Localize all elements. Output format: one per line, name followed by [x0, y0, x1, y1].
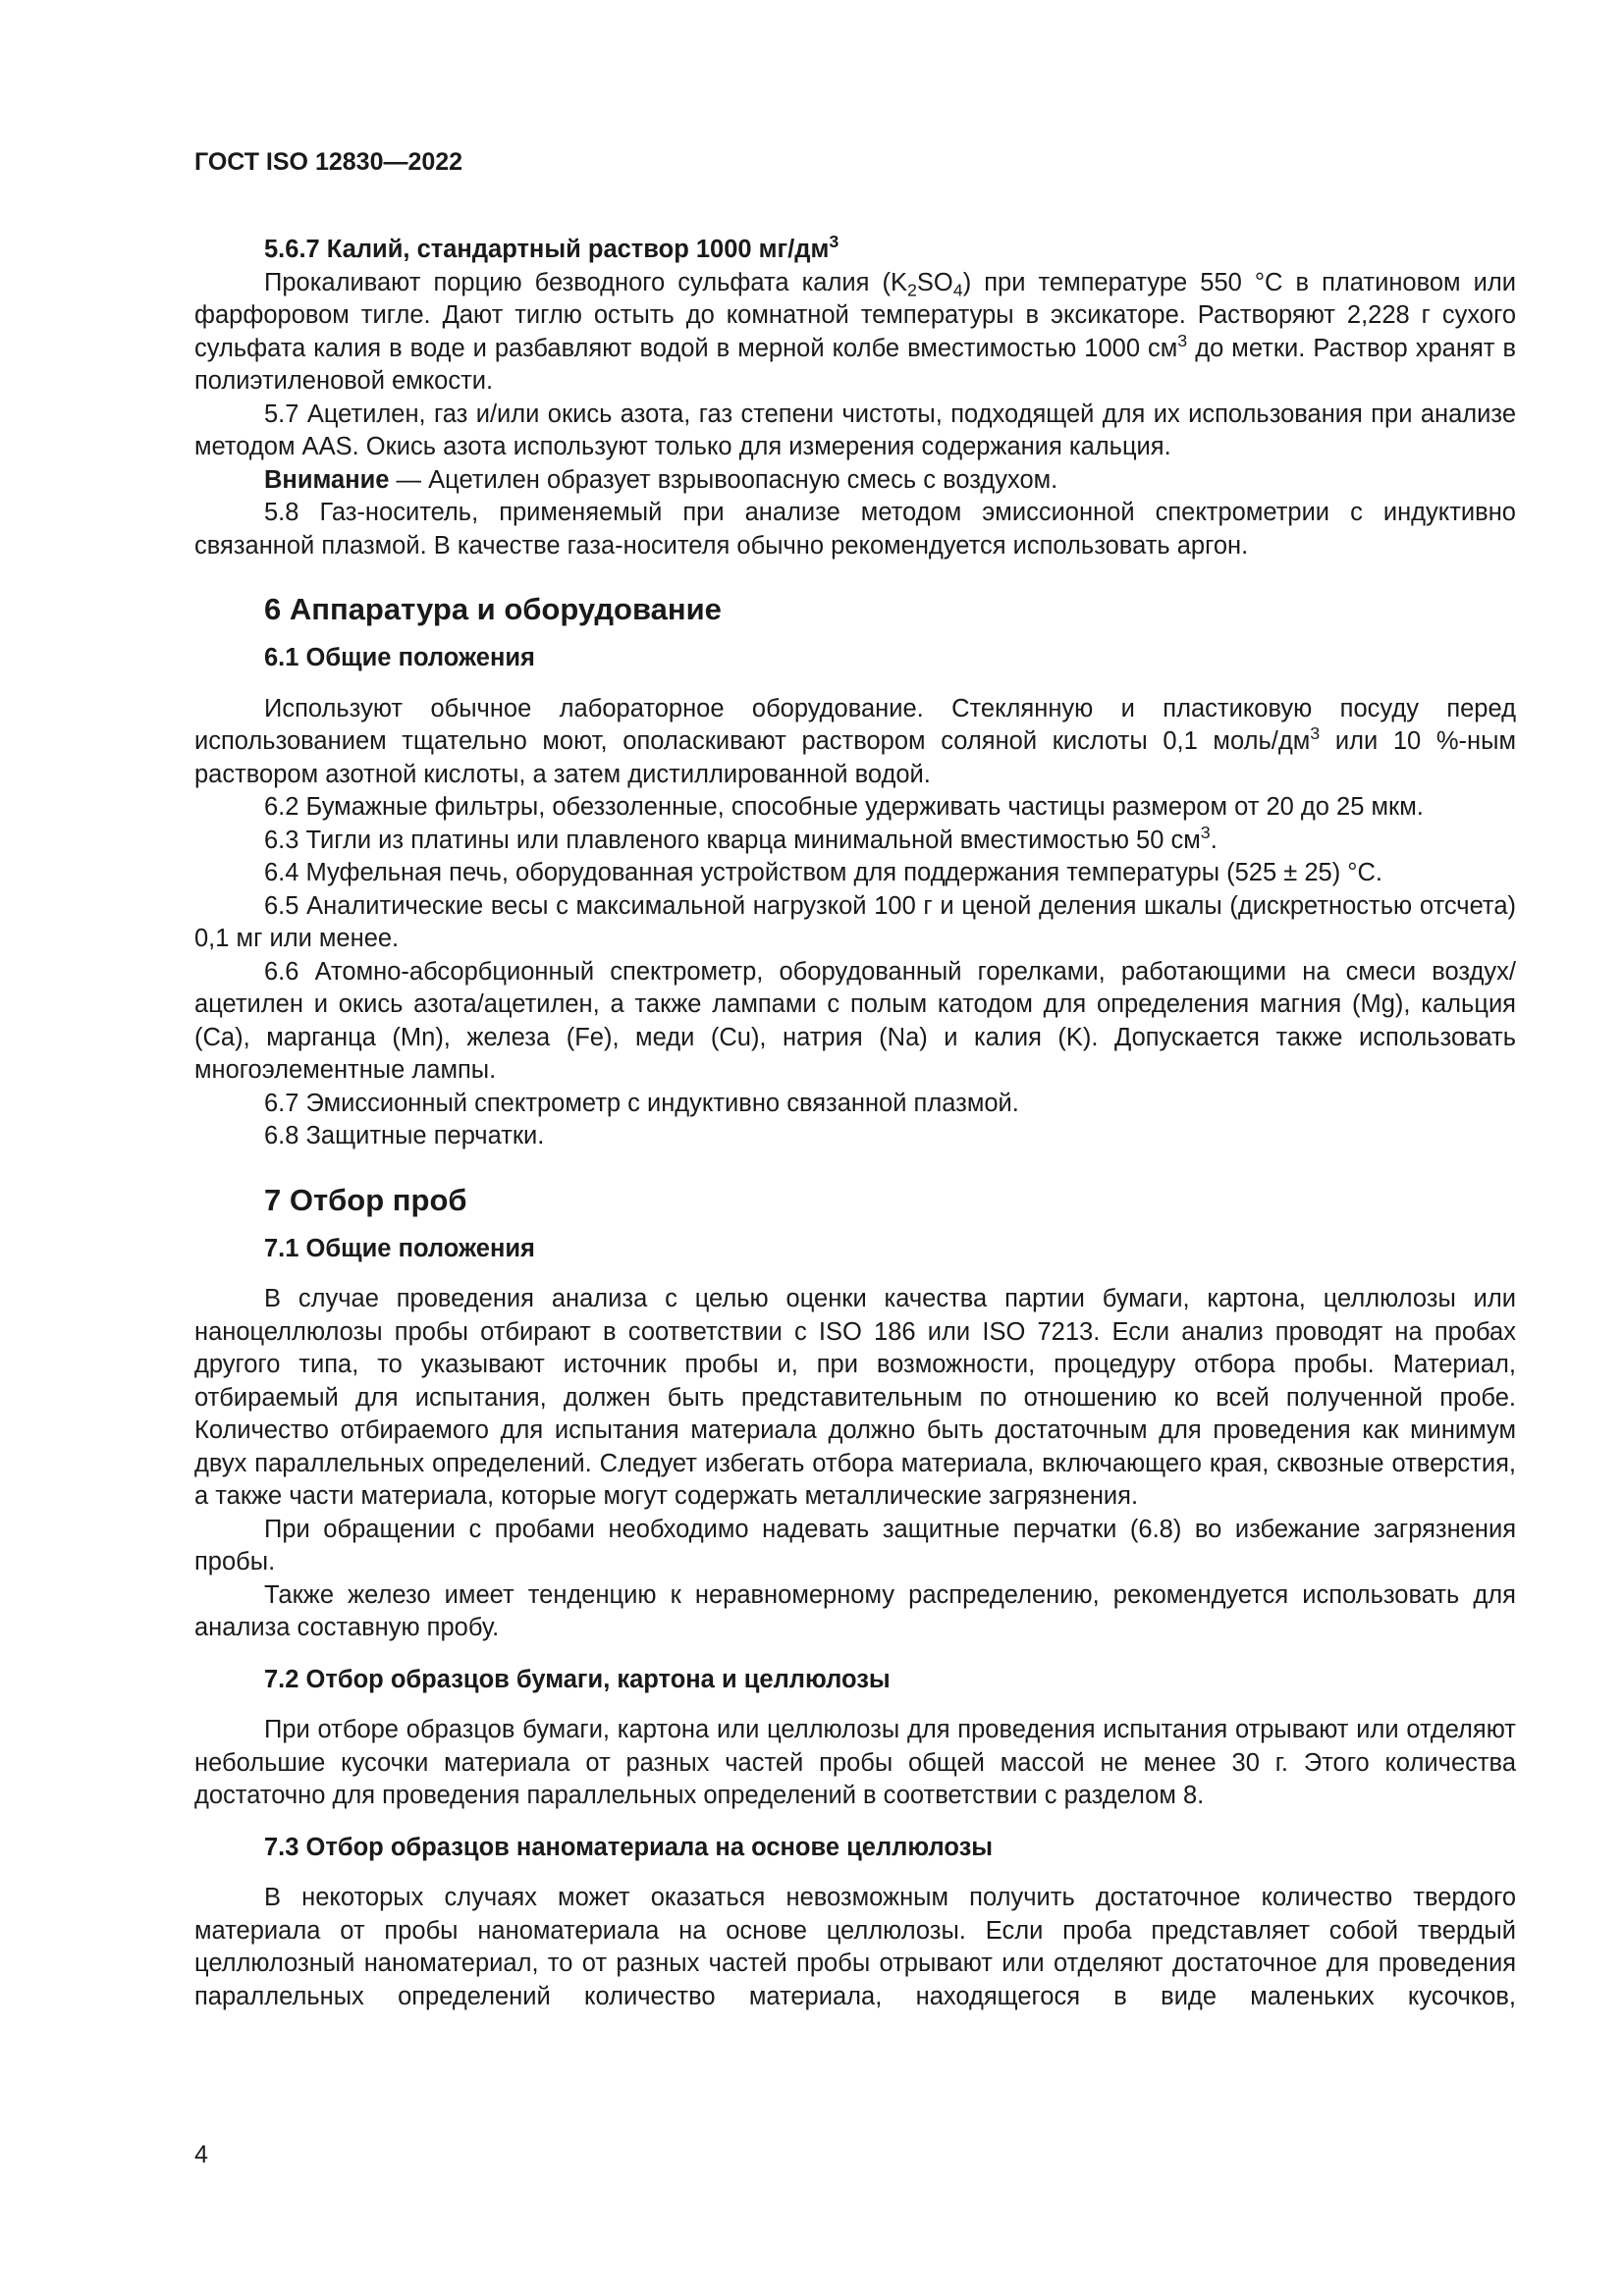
section-7-1-paragraph-1: В случае проведения анализа с целью оценки качества партии бумаги, картона, целлюлозы или наноцеллюлозы пробы отбирают в соответствии с ISO 186 или ISO 7213. Если анализ проводят на пробах другого типа, то указывают источник пробы и, при возможности, процедуру отбора пробы. Материал, отбираемый для испытания, должен быть представительным по отношению ко всей полученной пробе. Количество отбираемого для испытания материала должно быть достаточным для проведения как минимум двух параллельных определений. Следует избегать отбора материала, включающего края, сквозные отверстия, а также части материала, которые могут содержать металлические загрязнения.: [194, 1285, 1516, 1510]
section-7-title: 7 Отбор проб: [264, 1182, 467, 1217]
page-number: 4: [194, 2141, 208, 2168]
section-6-2-paragraph: 6.2 Бумажные фильтры, обеззоленные, способные удерживать частицы размером от 20 до 25 мкм.: [264, 793, 1424, 821]
section-7-1-paragraph-3: Также железо имеет тенденцию к неравномерному распределению, рекомендуется использовать для анализа составную пробу.: [194, 1580, 1516, 1641]
section-6-1-paragraph: Используют обычное лабораторное оборудование. Стеклянную и пластиковую посуду перед использованием тщательно моют, ополаскивают раствором соляной кислоты 0,1 моль/$дм^3$ или 10 %-ным раствором азотной кислоты, а затем дистиллированной водой.: [194, 694, 1516, 788]
section-5-6-7-paragraph: Прокаливают порцию безводного сульфата калия $(K_2SO_4)$ при температуре 550 °C в платиновом или фарфоровом тигле. Дают тиглю остыть до комнатной температуры в эксикаторе. Растворяют 2,228 г сухого сульфата калия в воде и разбавляют водой в мерной колбе вместимостью 1000 $см^3$ до метки. Раствор хранят в полиэтиленовой емкости.: [194, 268, 1516, 395]
section-6-8-paragraph: 6.8 Защитные перчатки.: [264, 1122, 545, 1149]
section-7-1-paragraph-2: При обращении с пробами необходимо надевать защитные перчатки (6.8) во избежание загрязнения пробы.: [194, 1515, 1516, 1575]
section-6-5-paragraph: 6.5 Аналитические весы с максимальной нагрузкой 100 г и ценой деления шкалы (дискретностью отсчета) 0,1 мг или менее.: [194, 891, 1516, 952]
section-5-6-7-title: 5.6.7 Калий, стандартный раствор 1000 $мг/дм^3$: [264, 232, 839, 263]
section-6-4-paragraph: 6.4 Муфельная печь, оборудованная устройством для поддержания температуры (525 ± 25) °C.: [264, 859, 1382, 886]
section-7-3-title: 7.3 Отбор образцов наноматериала на основе целлюлозы: [264, 1833, 994, 1861]
section-6-1-title: 6.1 Общие положения: [264, 644, 535, 671]
section-5-7-paragraph: 5.7 Ацетилен, газ и/или окись азота, газ степени чистоты, подходящей для их использования при анализе методом AAS. Окись азота используют только для измерения содержания кальция.: [194, 400, 1516, 460]
warning-label: Внимание: [264, 465, 390, 494]
section-6-3-paragraph: 6.3 Тигли из платины или плавленого кварца минимальной вместимостью 50 $см^3$.: [264, 822, 1218, 854]
section-6-7-paragraph: 6.7 Эмиссионный спектрометр с индуктивно связанной плазмой.: [264, 1089, 1019, 1117]
warning-paragraph: Внимание — Ацетилен образует взрывоопасную смесь с воздухом.: [264, 465, 1058, 494]
section-7-2-title: 7.2 Отбор образцов бумаги, картона и целлюлозы: [264, 1665, 891, 1693]
section-6-6-paragraph: 6.6 Атомно-абсорбционный спектрометр, оборудованный горелками, работающими на смеси воздух/ацетилен и окись азота/ацетилен, а также лампами с полым катодом для определения магния (Mg), кальция (Ca), марганца (Mn), железа (Fe), меди (Cu), натрия (Na) и калия (K). Допускается также использовать многоэлементные лампы.: [194, 957, 1516, 1084]
document-header: ГОСТ ISO 12830—2022: [194, 148, 463, 176]
section-5-8-paragraph: 5.8 Газ-носитель, применяемый при анализе методом эмиссионной спектрометрии с индуктивно связанной плазмой. В качестве газа-носителя обычно рекомендуется использовать аргон.: [194, 499, 1516, 560]
section-7-2-paragraph: При отборе образцов бумаги, картона или целлюлозы для проведения испытания отрывают или отделяют небольшие кусочки материала от разных частей пробы общей массой не менее 30 г. Этого количества достаточно для проведения параллельных определений в соответствии с разделом 8.: [194, 1716, 1516, 1809]
section-7-1-title: 7.1 Общие положения: [264, 1234, 535, 1262]
document-page: [194, 147, 1516, 2013]
section-6-title: 6 Аппаратура и оборудование: [264, 592, 722, 626]
section-7-3-paragraph: В некоторых случаях может оказаться невозможным получить достаточное количество твердого материала от пробы наноматериала на основе целлюлозы. Если проба представляет собой твердый целлюлозный наноматериал, то от разных частей пробы отрывают или отделяют достаточное для проведения параллельных определений количество материала, находящегося в виде маленьких кусочков,: [194, 1884, 1516, 2010]
